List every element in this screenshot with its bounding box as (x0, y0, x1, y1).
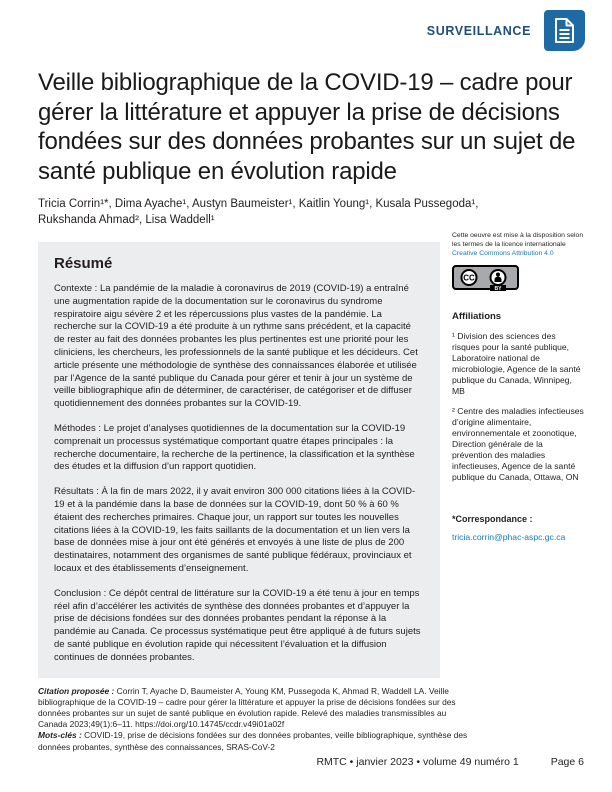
main-column (38, 232, 468, 753)
section-label: SURVEILLANCE (426, 23, 531, 38)
keywords-line (38, 730, 472, 752)
author-list: Tricia Corrin¹*, Dima Ayache¹, Austyn Baumeister¹, Kaitlin Young¹, Kusala Pussegoda¹, Rukshanda Ahmad², Lisa Waddell¹ (38, 198, 479, 226)
surveillance-document-icon (544, 10, 585, 51)
article-title: Veille bibliographique de la COVID-19 – cadre pour gérer la littérature et appuyer la prise de décisions fondées sur des données probantes sur un sujet de santé publique en évolution rapide (38, 69, 576, 185)
citation-label: Citation proposée : (38, 685, 115, 696)
page-footer (316, 756, 584, 768)
cc-by-badge[interactable] (452, 265, 519, 297)
page-number: Page 6 (550, 756, 584, 768)
citation-text: Corrin T, Ayache D, Baumeister A, Young KM, Pussegoda K, Ahmad R, Waddell LA. Veille bibliographique de la COVID-19 – cadre pour gérer la littérature et appuyer la prise de décisions fondées sur des données probantes sur un sujet de santé publique en évolution rapide. Relevé des maladies transmissibles au Canada 2023;49(1):6–11. https://doi.org/10.14745/ccdr.v49i01a02f (38, 685, 456, 730)
abstract-paragraph-methodes: Méthodes : Le projet d’analyses quotidiennes de la documentation sur la COVID-19 comprenait un processus systématique comportant quatre étapes principales : la recherche documentaire, la recherche de la pertinence, la classification et la synthèse des études et la diffusion d’un rapport quotidien. (54, 422, 415, 473)
affiliations-heading: Affiliations (452, 311, 502, 323)
correspondence-block (452, 509, 585, 545)
correspondence-label: *Correspondance : (452, 514, 533, 525)
journal-issue-line: RMTC • janvier 2023 • volume 49 numéro 1 (316, 756, 519, 768)
content-row (38, 232, 585, 753)
keywords-text: COVID-19, prise de décisions fondées sur des données probantes, veille bibliographique, synthèse des données probantes, synthèse des connaissances, SRAS-CoV-2 (38, 730, 468, 752)
cc-by-label: BY (494, 286, 502, 293)
citation-block (38, 686, 472, 753)
creative-commons-link[interactable]: Creative Commons Attribution 4.0 (452, 249, 554, 257)
sidebar (452, 232, 585, 753)
keywords-label: Mots-clés : (38, 730, 82, 741)
abstract-paragraph-contexte: Contexte : La pandémie de la maladie à coronavirus de 2019 (COVID-19) a entraîné une augmentation rapide de la documentation sur le coronavirus du syndrome respiratoire aigu sévère 2 et les répercussions plus vastes de la pandémie. La recherche sur la COVID-19 a été produite à un rythme sans précédent, et la capacité de rester au fait des données probantes les plus pertinentes est une priorité pour les cliniciens, les chercheurs, les professionnels de la santé publique et les décideurs. Cet article présente une méthodologie de synthèse des connaissances élaborée et utilisée par l’Agence de la santé publique du Canada pour gérer et tenir à jour un système de veille bibliographique afin de déterminer, de caractériser, de catégoriser et de diffuser quotidiennement des données probantes sur la COVID-19. (54, 283, 418, 410)
abstract-paragraph-resultats: Résultats : À la fin de mars 2022, il y avait environ 300 000 citations liées à la COVID-19 et à la pandémie dans la base de données sur la COVID-19, dont 50 % à 60 % étaient des recherches primaires. Chaque jour, un rapport sur toutes les nouvelles citations liées à la COVID-19, les faits saillants de la documentation et un lien vers la base de données mise à jour ont été générés et envoyés à une liste de plus de 200 destinataires, notamment des organismes de santé publique fédéraux, provinciaux et locaux et des établissements d’enseignement. (54, 486, 416, 574)
svg-text:CC: CC (463, 273, 475, 283)
affiliation-1: ¹ Division des sciences des risques pour la santé publique, Laboratoire national de microbiologie, Agence de la santé publique du Canada, Winnipeg, MB (452, 331, 581, 397)
correspondence-email-link[interactable]: tricia.corrin@phac-aspc.gc.ca (452, 532, 566, 543)
person-icon (496, 273, 500, 277)
affiliation-2: ² Centre des maladies infectieuses d’origine alimentaire, environnementale et zoonotique, Direction générale de la prévention des maladies infectieuses, Agence de la santé publique du Canada, Ottawa, ON (452, 406, 584, 483)
abstract-paragraph-conclusion: Conclusion : Ce dépôt central de littérature sur la COVID-19 a été tenu à jour en temps réel afin d’accélérer les activités de synthèse des données probantes et d’appuyer la prise de décisions fondées sur des données probantes pendant la réponse à la pandémie au Canada. Ce processus systématique peut être appliqué à de futurs sujets de santé publique en évolution rapide qui nécessitent l’évaluation et la diffusion continues de données probantes. (54, 587, 421, 663)
abstract-box (38, 242, 440, 678)
masthead (38, 10, 585, 51)
document-icon (553, 17, 576, 44)
license-statement (452, 232, 585, 258)
abstract-heading: Résumé (54, 255, 113, 272)
license-text: Cette oeuvre est mise à la disposition selon les termes de la licence internationale (452, 232, 584, 248)
suggested-citation (38, 686, 472, 731)
